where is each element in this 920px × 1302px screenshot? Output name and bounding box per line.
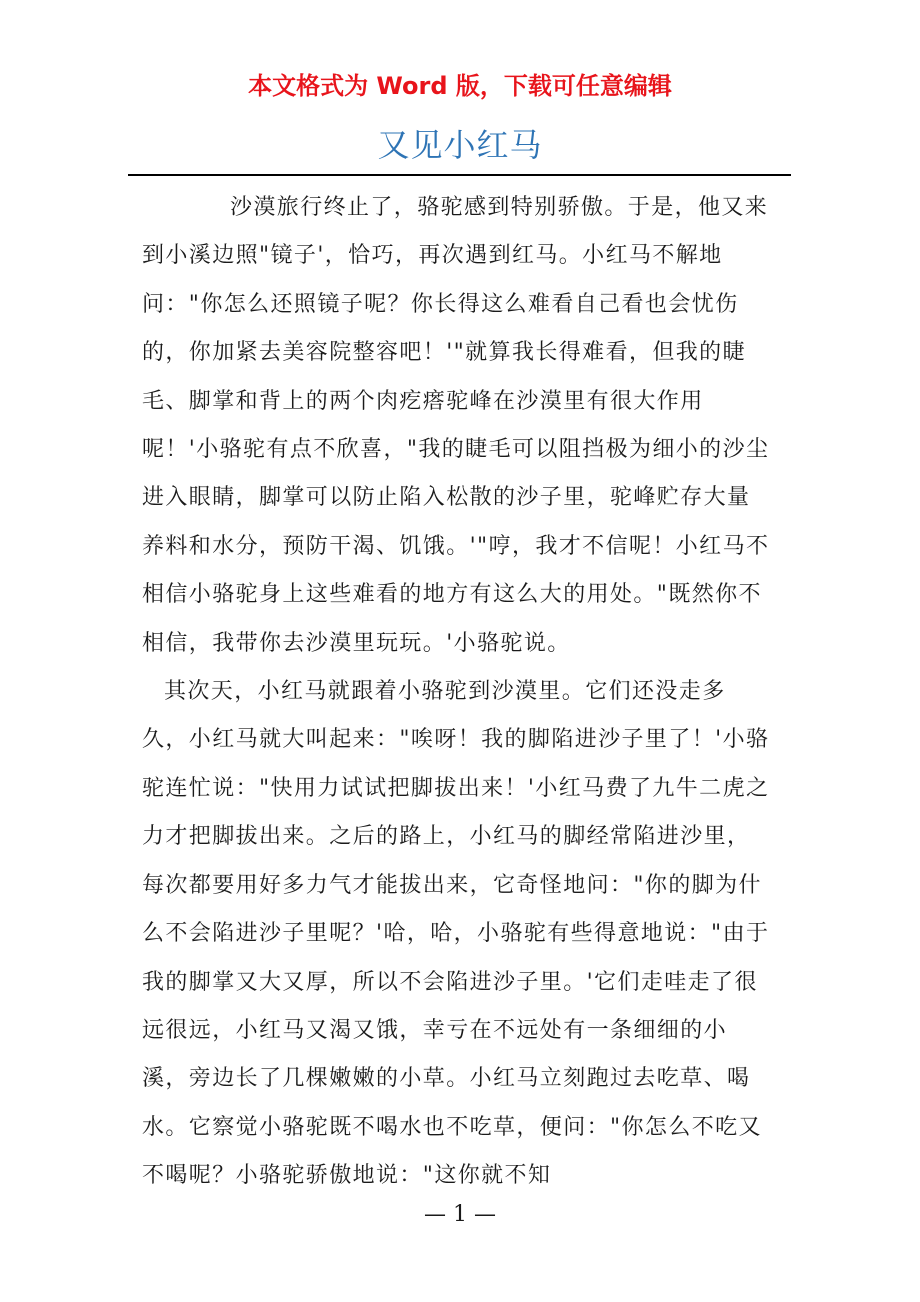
format-notice-banner: 本文格式为 Word 版，下载可任意编辑 <box>248 72 672 100</box>
document-title: 又见小红马 <box>377 126 543 164</box>
paragraph-2: 其次天，小红马就跟着小骆驼到沙漠里。它们还没走多久，小红马就大叫起来："唉呀！我的脚陷进沙子里了！'小骆驼连忙说："快用力试试把脚拔出来！'小红马费了九牛二虎之力才把脚拔出来。之后的路上，小红马的脚经常陷进沙里，每次都要用好多力气才能拔出来，它奇怪地问："你的脚为什么不会陷进沙子里呢？'哈，哈，小骆驼有些得意地说："由于我的脚掌又大又厚，所以不会陷进沙子里。'它们走哇走了很远很远，小红马又渴又饿，幸亏在不远处有一条细细的小溪，旁边长了几棵嫩嫩的小草。小红马立刻跑过去吃草、喝水。它察觉小骆驼既不喝水也不吃草，便问："你怎么不吃又不喝呢？小骆驼骄傲地说："这你就不知 <box>142 679 770 1189</box>
title-divider <box>128 174 791 176</box>
page-number: — 1 — <box>424 1202 496 1227</box>
document-body <box>142 184 772 1201</box>
paragraph-1: 沙漠旅行终止了，骆驼感到特别骄傲。于是，他又来到小溪边照"镜子'，恰巧，再次遇到红马。小红马不解地问："你怎么还照镜子呢？你长得这么难看自己看也会忧伤的，你加紧去美容院整容吧！'"就算我长得难看，但我的睫毛、脚掌和背上的两个肉疙瘩驼峰在沙漠里有很大作用呢！'小骆驼有点不欣喜，"我的睫毛可以阻挡极为细小的沙尘进入眼睛，脚掌可以防止陷入松散的沙子里，驼峰贮存大量养料和水分，预防干渴、饥饿。'"哼，我才不信呢！小红马不相信小骆驼身上这些难看的地方有这么大的用处。"既然你不相信，我带你去沙漠里玩玩。'小骆驼说。 <box>142 195 770 656</box>
